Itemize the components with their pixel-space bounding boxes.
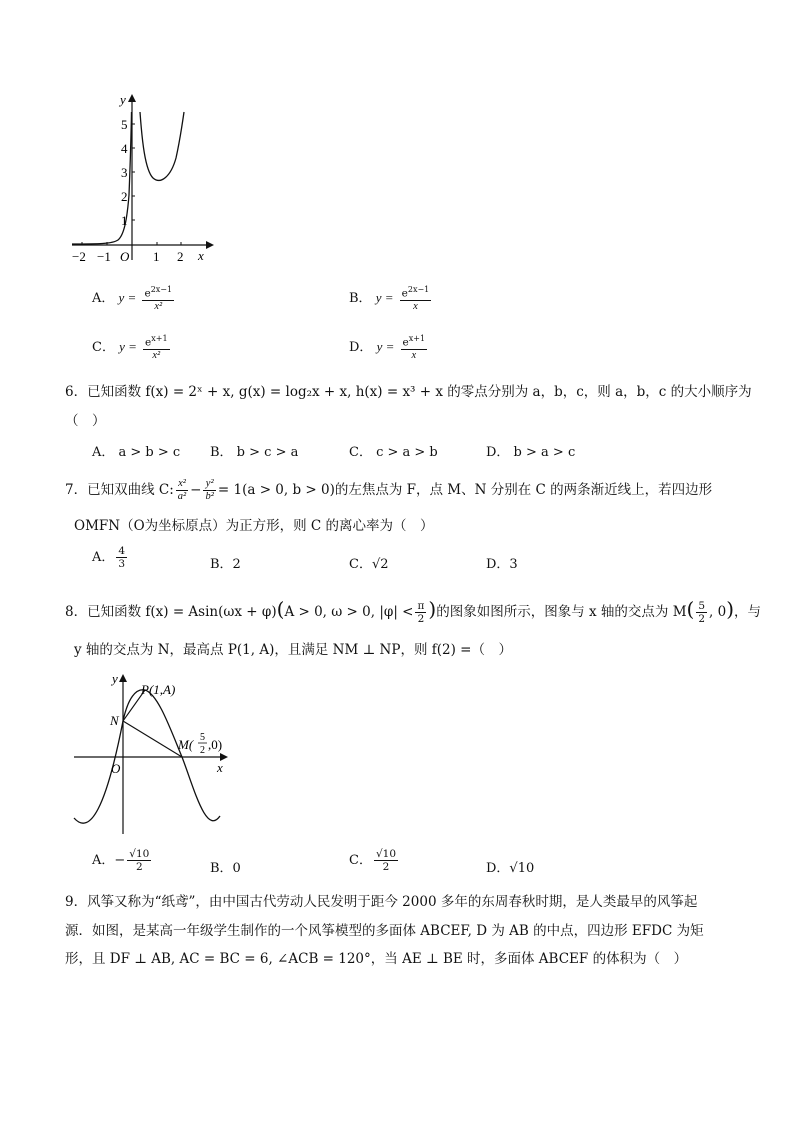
graph1-y-label: y [120, 92, 126, 107]
q5-option-c[interactable]: C． y = $\frac{e^{x+1}}{\text{x²}}$ [92, 334, 168, 361]
q5-option-d[interactable]: D． y = $\frac{e^{x+1}}{x}$ [349, 334, 426, 361]
q6-stem-line2: （ ） [65, 413, 106, 429]
q8-option-a[interactable]: A．− $\frac{√10}{2}$ [92, 848, 150, 873]
graph2-segment-nm [123, 721, 182, 757]
q9-stem-line1: 9．风筝又称为“纸鸢”，由中国古代劳动人民发明于距今 2000 多年的东周春秋时期，是人类最早的风筝起 [65, 894, 698, 910]
graph1-x-arrow [206, 241, 214, 249]
graph1-y-tick-2: 2 [121, 189, 128, 204]
q8-stem-line2: y 轴的交点为 N，最高点 P(1, A)，且满足 NM ⊥ NP，则 f(2) =（ ） [74, 642, 512, 658]
graph1-y-tick-4: 4 [121, 141, 128, 156]
q8-stem-line1: 8．已知函数 f(x) = Asin(ωx + φ)(A > 0, ω > 0, |φ| < $\frac{\pi}{2}$ )的图象如图所示，图象与 x 轴的交点为 M( $\frac{5}{2}$ , 0)，与 [65, 597, 761, 625]
q6-option-a[interactable]: A． a > b > c [92, 445, 181, 460]
q6-option-c[interactable]: C． c > a > b [349, 445, 438, 460]
graph1-x-tick-m2: −2 [72, 249, 86, 264]
graph1-y-tick-1: 1 [121, 213, 128, 228]
q5-option-a[interactable]: A． y = $\frac{e^{2x-1}}{\text{x²}}$ [92, 285, 173, 312]
q7-option-a[interactable]: A． $\frac{4}{3}$ [92, 545, 126, 570]
q7-option-b[interactable]: B．2 [210, 557, 241, 572]
q9-stem-line3: 形，且 DF ⊥ AB, AC = BC = 6, ∠ACB = 120°，当 AE ⊥ BE 时，多面体 ABCEF 的体积为（ ） [65, 951, 688, 967]
q8-option-b[interactable]: B．0 [210, 861, 241, 876]
graph-1 [68, 90, 218, 265]
graph2-p-label: P(1,A) [141, 682, 176, 697]
q6-stem-line1: 6．已知函数 f(x) = 2ˣ + x, g(x) = log₂x + x, h(x) = x³ + x 的零点分别为 a，b，c，则 a，b，c 的大小顺序为 [65, 384, 752, 400]
q8-option-c[interactable]: C． $\frac{√10}{2}$ [349, 848, 397, 873]
graph1-y-tick-5: 5 [121, 117, 128, 132]
q7-stem-line1: 7．已知双曲线 C: $\frac{\text{x²}}{\text{a²}}$ − $\frac{\text{y²}}{\text{b²}}$ = 1(a > 0, b > 0)的左焦点为 F，点 M、N 分别在 C 的两条渐近线上，若四边形 [65, 478, 713, 502]
graph2-y-arrow [119, 674, 127, 682]
q7-option-c[interactable]: C．√2 [349, 557, 389, 572]
q7-option-d[interactable]: D．3 [486, 557, 518, 572]
graph1-y-tick-3: 3 [121, 165, 128, 180]
graph1-y-arrow [128, 94, 136, 102]
graph1-right-branch [140, 112, 184, 180]
q5-option-b[interactable]: B． y = $\frac{e^{2x-1}}{x}$ [349, 285, 430, 312]
graph2-x-label: x [217, 760, 223, 775]
graph2-n-label: N [110, 713, 119, 728]
graph1-x-tick-m1: −1 [97, 249, 111, 264]
graph2-y-label: y [112, 671, 118, 686]
q6-option-d[interactable]: D． b > a > c [486, 445, 576, 460]
q8-option-d[interactable]: D．√10 [486, 861, 535, 876]
graph2-origin: O [111, 761, 121, 776]
q7-stem-line2: OMFN（O为坐标原点）为正方形，则 C 的离心率为（ ） [74, 518, 434, 534]
graph1-origin: O [120, 249, 130, 264]
graph2-m-num: 5 [200, 732, 205, 743]
q9-stem-line2: 源．如图，是某高一年级学生制作的一个风筝模型的多面体 ABCEF, D 为 AB 的中点，四边形 EFDC 为矩 [65, 923, 704, 939]
graph-2 [70, 668, 240, 838]
graph2-m-label-pre: M( [178, 737, 194, 752]
graph1-x-label: x [198, 248, 204, 263]
graph2-m-label-post: ,0) [208, 737, 223, 752]
graph2-m-den: 2 [200, 745, 205, 756]
graph1-x-tick-2: 2 [177, 249, 184, 264]
q6-option-b[interactable]: B． b > c > a [210, 445, 299, 460]
graph1-x-tick-1: 1 [153, 249, 160, 264]
